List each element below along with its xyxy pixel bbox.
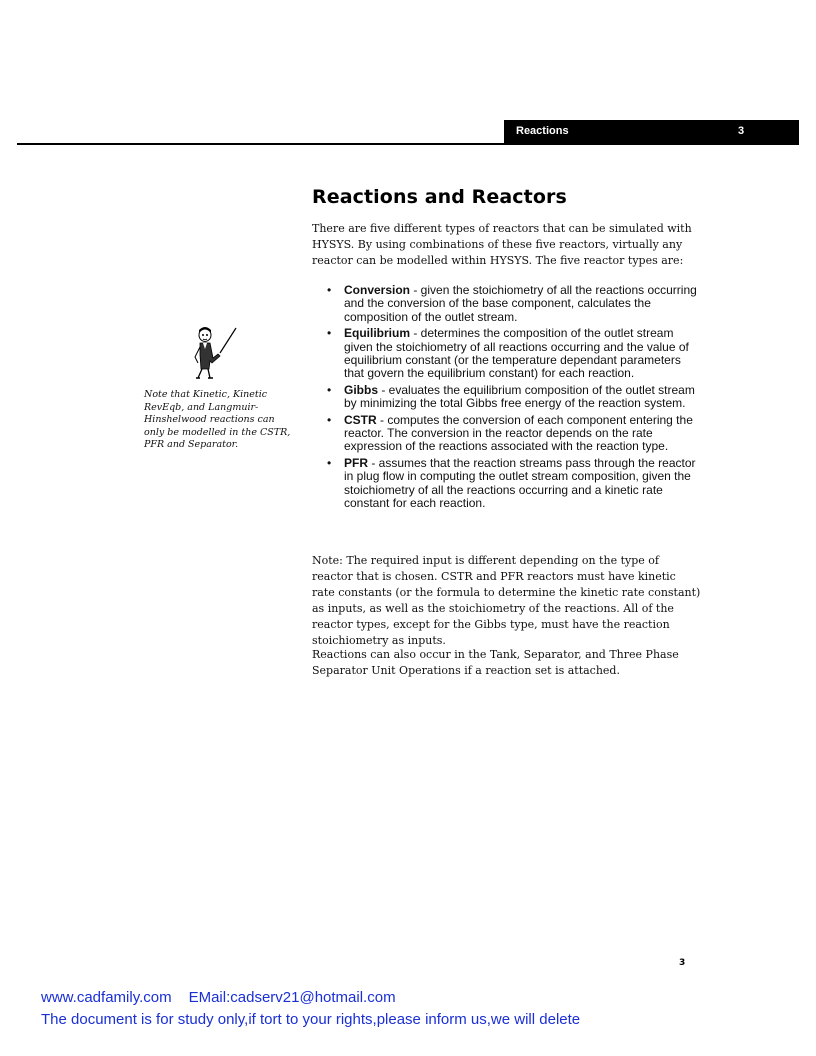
list-item [312, 284, 702, 324]
footer-website-link[interactable]: www.cadfamily.com [41, 989, 172, 1006]
bullet-icon: • [327, 382, 332, 397]
reactor-type-list [312, 284, 702, 514]
page-title: Reactions and Reactors [312, 186, 567, 208]
footer-disclaimer: The document is for study only,if tort to your rights,please inform us,we will delete [41, 1011, 581, 1028]
list-item-term: Equilibrium [344, 326, 410, 341]
list-item-text: - given the stoichiometry of all the reactions occurring and the conversion of the base component, calculates the composition of the outlet stream. [344, 283, 697, 324]
running-header [504, 120, 799, 144]
list-item-term: CSTR [344, 412, 377, 427]
bullet-icon: • [327, 412, 332, 427]
bullet-icon: • [327, 326, 332, 341]
list-item [312, 414, 702, 454]
list-item-text: - evaluates the equilibrium composition of the outlet stream by minimizing the total Gibbs free energy of the reaction system. [344, 382, 695, 411]
list-item [312, 457, 702, 511]
bullet-icon: • [327, 455, 332, 470]
list-item-term: Conversion [344, 283, 411, 297]
intro-paragraph: There are five different types of reactors that can be simulated with HYSYS. By using combinations of these five reactors, virtually any reactor can be modelled within HYSYS. The five reactor types are: [312, 222, 692, 267]
teacher-pointer-icon [190, 325, 240, 380]
footer-contact-line [41, 989, 396, 1006]
header-page-number: 3 [738, 125, 745, 137]
bullet-icon: • [327, 283, 332, 297]
footer-email[interactable]: EMail:cadserv21@hotmail.com [188, 989, 396, 1006]
unit-operations-note: Reactions can also occur in the Tank, Separator, and Three Phase Separator Unit Operations if a reaction set is attached. [312, 648, 679, 677]
margin-note: Note that Kinetic, Kinetic RevEqb, and Langmuir-Hinshelwood reactions can only be modelled in the CSTR, PFR and Separator. [144, 389, 291, 450]
list-item [312, 384, 702, 411]
list-item-term: PFR [344, 455, 368, 470]
page-number: 3 [679, 958, 686, 968]
header-section-title: Reactions [516, 125, 569, 137]
list-item-text: - determines the composition of the outlet stream given the stoichiometry of all reactions occurring and the value of equilibrium constant (or the temperature dependant parameters that govern the equilibrium constant) for each reaction. [344, 326, 689, 381]
list-item-text: - computes the conversion of each component entering the reactor. The conversion in the reactor depends on the rate expression of the reactions associated with the reaction type. [344, 412, 693, 454]
list-item [312, 327, 702, 381]
input-requirements-note: Note: The required input is different depending on the type of reactor that is chosen. CSTR and PFR reactors must have kinetic rate constants (or the formula to determine the kinetic rate constant) as inputs, as well as the stoichiometry of the reactions. All of the reactor types, except for the Gibbs type, must have the reaction stoichiometry as inputs. [312, 554, 701, 647]
list-item-text: - assumes that the reaction streams pass through the reactor in plug flow in computing the outlet stream composition, given the stoichiometry of all the reactions occurring and a kinetic rate constant for each reaction. [344, 455, 696, 511]
list-item-term: Gibbs [344, 382, 379, 397]
